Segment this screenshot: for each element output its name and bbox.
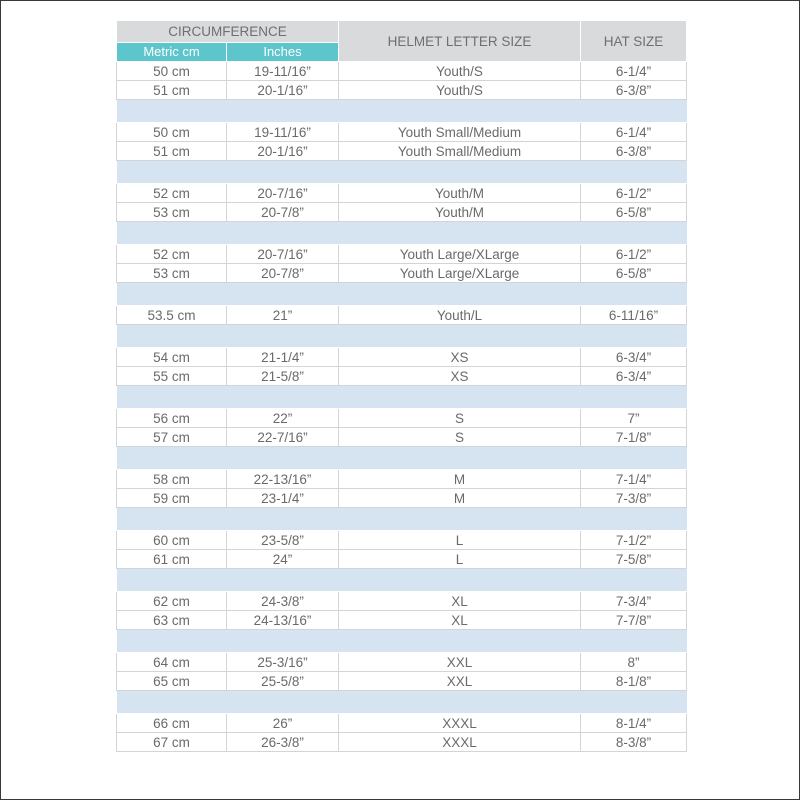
metric-cm-header: Metric cm: [117, 42, 227, 61]
table-row: [117, 592, 687, 611]
inches-cell: 21-5/8”: [227, 367, 339, 386]
separator-cell: [117, 283, 687, 306]
table-row: [117, 672, 687, 691]
metric-cell: 51 cm: [117, 81, 227, 100]
inches-cell: 20-1/16”: [227, 81, 339, 100]
hat-size-cell: 6-5/8”: [581, 264, 687, 283]
hat-size-cell: 6-1/4”: [581, 62, 687, 81]
hat-size-cell: 6-3/4”: [581, 348, 687, 367]
group-separator: [117, 386, 687, 409]
separator-cell: [117, 508, 687, 531]
table-row: [117, 653, 687, 672]
helmet-size-cell: Youth/M: [339, 203, 581, 222]
hat-size-cell: 6-1/4”: [581, 123, 687, 142]
metric-cell: 50 cm: [117, 62, 227, 81]
helmet-size-cell: XS: [339, 367, 581, 386]
metric-cell: 59 cm: [117, 489, 227, 508]
hat-size-cell: 6-3/4”: [581, 367, 687, 386]
metric-cell: 64 cm: [117, 653, 227, 672]
inches-cell: 19-11/16”: [227, 123, 339, 142]
helmet-size-cell: S: [339, 428, 581, 447]
table-row: [117, 367, 687, 386]
group-separator: [117, 508, 687, 531]
table-row: [117, 264, 687, 283]
separator-cell: [117, 630, 687, 653]
table-row: [117, 62, 687, 81]
group-separator: [117, 569, 687, 592]
table-row: [117, 81, 687, 100]
separator-cell: [117, 222, 687, 245]
hat-size-cell: 7-7/8”: [581, 611, 687, 630]
table-row: [117, 470, 687, 489]
helmet-size-cell: S: [339, 409, 581, 428]
helmet-size-cell: Youth/L: [339, 306, 581, 325]
size-chart-table: [116, 20, 687, 752]
metric-cell: 57 cm: [117, 428, 227, 447]
hat-size-cell: 7-1/4”: [581, 470, 687, 489]
separator-cell: [117, 569, 687, 592]
table-row: [117, 348, 687, 367]
metric-cell: 51 cm: [117, 142, 227, 161]
separator-cell: [117, 325, 687, 348]
inches-cell: 24-13/16”: [227, 611, 339, 630]
helmet-size-cell: M: [339, 470, 581, 489]
metric-cell: 55 cm: [117, 367, 227, 386]
inches-cell: 23-5/8”: [227, 531, 339, 550]
metric-cell: 53 cm: [117, 264, 227, 283]
separator-cell: [117, 691, 687, 714]
helmet-size-cell: XL: [339, 611, 581, 630]
inches-cell: 23-1/4”: [227, 489, 339, 508]
table-row: [117, 245, 687, 264]
inches-cell: 25-5/8”: [227, 672, 339, 691]
hat-size-cell: 6-11/16”: [581, 306, 687, 325]
inches-cell: 22-7/16”: [227, 428, 339, 447]
group-separator: [117, 283, 687, 306]
table-row: [117, 550, 687, 569]
hat-size-cell: 6-1/2”: [581, 245, 687, 264]
hat-size-cell: 6-5/8”: [581, 203, 687, 222]
circumference-header: CIRCUMFERENCE: [117, 21, 339, 43]
metric-cell: 53.5 cm: [117, 306, 227, 325]
metric-cell: 56 cm: [117, 409, 227, 428]
metric-cell: 52 cm: [117, 184, 227, 203]
hat-size-cell: 7”: [581, 409, 687, 428]
inches-cell: 22-13/16”: [227, 470, 339, 489]
table-row: [117, 733, 687, 752]
helmet-size-cell: Youth Small/Medium: [339, 123, 581, 142]
helmet-size-cell: XXXL: [339, 733, 581, 752]
helmet-size-cell: XXL: [339, 672, 581, 691]
inches-cell: 25-3/16”: [227, 653, 339, 672]
hat-size-cell: 8”: [581, 653, 687, 672]
table-row: [117, 142, 687, 161]
separator-cell: [117, 100, 687, 123]
hat-size-cell: 7-1/2”: [581, 531, 687, 550]
separator-cell: [117, 161, 687, 184]
hat-size-cell: 7-3/8”: [581, 489, 687, 508]
group-separator: [117, 691, 687, 714]
metric-cell: 67 cm: [117, 733, 227, 752]
hat-size-cell: 8-3/8”: [581, 733, 687, 752]
hat-size-cell: 8-1/4”: [581, 714, 687, 733]
helmet-size-cell: M: [339, 489, 581, 508]
hat-size-cell: 7-5/8”: [581, 550, 687, 569]
hat-size-cell: 6-1/2”: [581, 184, 687, 203]
table-row: [117, 428, 687, 447]
inches-cell: 20-7/16”: [227, 245, 339, 264]
inches-cell: 24-3/8”: [227, 592, 339, 611]
table-row: [117, 184, 687, 203]
helmet-size-cell: Youth Small/Medium: [339, 142, 581, 161]
separator-cell: [117, 447, 687, 470]
table-row: [117, 123, 687, 142]
group-separator: [117, 630, 687, 653]
group-separator: [117, 447, 687, 470]
metric-cell: 50 cm: [117, 123, 227, 142]
header-row: [117, 21, 687, 43]
group-separator: [117, 222, 687, 245]
inches-cell: 20-1/16”: [227, 142, 339, 161]
hat-size-cell: 6-3/8”: [581, 142, 687, 161]
group-separator: [117, 100, 687, 123]
inches-header: Inches: [227, 42, 339, 61]
helmet-size-cell: XXL: [339, 653, 581, 672]
inches-cell: 20-7/8”: [227, 264, 339, 283]
inches-cell: 19-11/16”: [227, 62, 339, 81]
helmet-size-cell: Youth/S: [339, 62, 581, 81]
metric-cell: 60 cm: [117, 531, 227, 550]
helmet-size-cell: Youth Large/XLarge: [339, 264, 581, 283]
table-row: [117, 531, 687, 550]
group-separator: [117, 161, 687, 184]
hat-size-header: HAT SIZE: [581, 21, 687, 62]
metric-cell: 63 cm: [117, 611, 227, 630]
metric-cell: 65 cm: [117, 672, 227, 691]
table-row: [117, 611, 687, 630]
hat-size-cell: 7-1/8”: [581, 428, 687, 447]
table-row: [117, 306, 687, 325]
inches-cell: 21-1/4”: [227, 348, 339, 367]
metric-cell: 53 cm: [117, 203, 227, 222]
inches-cell: 21”: [227, 306, 339, 325]
inches-cell: 22”: [227, 409, 339, 428]
hat-size-cell: 7-3/4”: [581, 592, 687, 611]
table-row: [117, 714, 687, 733]
table-body: [117, 62, 687, 752]
separator-cell: [117, 386, 687, 409]
table-row: [117, 489, 687, 508]
metric-cell: 66 cm: [117, 714, 227, 733]
helmet-size-header: HELMET LETTER SIZE: [339, 21, 581, 62]
table-row: [117, 203, 687, 222]
metric-cell: 52 cm: [117, 245, 227, 264]
hat-size-cell: 8-1/8”: [581, 672, 687, 691]
helmet-size-cell: L: [339, 550, 581, 569]
group-separator: [117, 325, 687, 348]
helmet-size-cell: XL: [339, 592, 581, 611]
table-row: [117, 409, 687, 428]
helmet-size-cell: XS: [339, 348, 581, 367]
inches-cell: 26-3/8”: [227, 733, 339, 752]
helmet-size-cell: Youth/M: [339, 184, 581, 203]
inches-cell: 20-7/8”: [227, 203, 339, 222]
table-header: [117, 21, 687, 62]
hat-size-cell: 6-3/8”: [581, 81, 687, 100]
metric-cell: 58 cm: [117, 470, 227, 489]
inches-cell: 24”: [227, 550, 339, 569]
helmet-size-cell: Youth/S: [339, 81, 581, 100]
helmet-size-cell: XXXL: [339, 714, 581, 733]
metric-cell: 61 cm: [117, 550, 227, 569]
metric-cell: 62 cm: [117, 592, 227, 611]
metric-cell: 54 cm: [117, 348, 227, 367]
helmet-size-cell: Youth Large/XLarge: [339, 245, 581, 264]
inches-cell: 20-7/16”: [227, 184, 339, 203]
inches-cell: 26”: [227, 714, 339, 733]
helmet-size-cell: L: [339, 531, 581, 550]
